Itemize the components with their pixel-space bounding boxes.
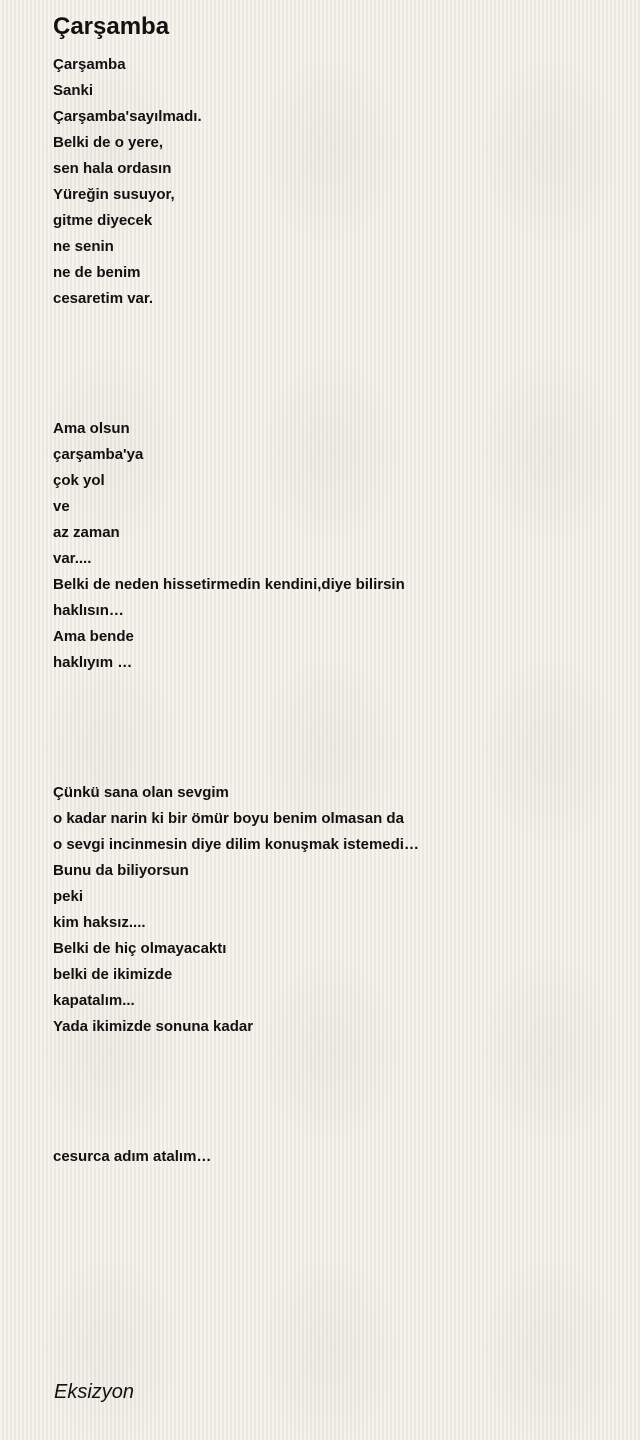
poem-blank-line	[53, 676, 613, 702]
poem-line: var....	[53, 550, 92, 567]
poem-line: peki	[53, 888, 84, 905]
poem-line: Sanki	[53, 82, 94, 99]
poem-line: çok yol	[53, 472, 105, 489]
poem-blank-line	[53, 364, 613, 390]
poem-blank-line	[53, 1092, 613, 1118]
poem-line: ne senin	[53, 238, 114, 255]
poem-blank-line	[53, 1118, 613, 1144]
poem-line: Ama bende	[53, 628, 134, 645]
poem-blank-line	[53, 312, 613, 338]
poem-line: sen hala ordasın	[53, 160, 172, 177]
poem-line: ne de benim	[53, 264, 141, 281]
poem-line: haklıyım …	[53, 654, 133, 671]
poem-line: çarşamba'ya	[53, 446, 144, 463]
poem-line: Ama olsun	[53, 420, 130, 437]
poem-line: kapatalım...	[53, 992, 135, 1009]
poem-line: Çarşamba'sayılmadı.	[53, 108, 202, 125]
poem-line: Yüreğin susuyor,	[53, 186, 175, 203]
poem-blank-line	[53, 754, 613, 780]
poem-blank-line	[53, 1066, 613, 1092]
poem-line: haklısın…	[53, 602, 124, 619]
poem-line: az zaman	[53, 524, 120, 541]
poem-body	[53, 52, 613, 1170]
poem-line: ve	[53, 498, 70, 515]
poem-blank-line	[53, 702, 613, 728]
poem-author: Eksizyon	[54, 1381, 135, 1403]
poem-line: Yada ikimizde sonuna kadar	[53, 1018, 254, 1035]
poem-line: belki de ikimizde	[53, 966, 173, 983]
poem-line: kim haksız....	[53, 914, 146, 931]
poem-blank-line	[53, 1040, 613, 1066]
poem-line: Belki de hiç olmayacaktı	[53, 940, 227, 957]
poem-line: Bunu da biliyorsun	[53, 862, 189, 879]
poem-line: cesaretim var.	[53, 290, 154, 307]
poem-line: cesurca adım atalım…	[53, 1148, 212, 1165]
poem-line: Belki de o yere,	[53, 134, 164, 151]
poem-line: o kadar narin ki bir ömür boyu benim olmasan da	[53, 810, 404, 827]
poem-line: o sevgi incinmesin diye dilim konuşmak istemedi…	[53, 836, 419, 853]
poem-line: Çarşamba	[53, 56, 126, 73]
poem-line: Çünkü sana olan sevgim	[53, 784, 229, 801]
poem-blank-line	[53, 728, 613, 754]
poem-line: gitme diyecek	[53, 212, 153, 229]
poem-blank-line	[53, 390, 613, 416]
poem-line: Belki de neden hissetirmedin kendini,diye bilirsin	[53, 576, 405, 593]
poem-title: Çarşamba	[53, 13, 170, 40]
poem-blank-line	[53, 338, 613, 364]
